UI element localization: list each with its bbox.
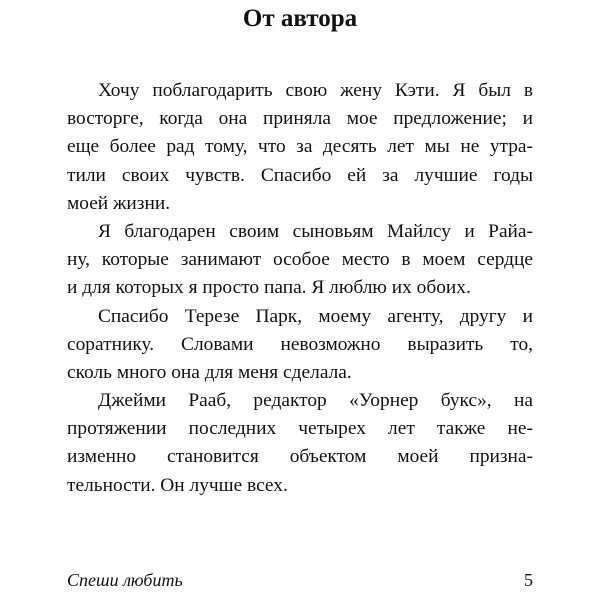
text-line: сколь много она для меня сделала. [67,361,352,383]
paragraph [67,218,533,303]
page-title: От автора [242,5,358,32]
text-line: Спасибо Терезе Парк, моему агенту, другу и [98,305,533,327]
text-line: Джейми Рааб, редактор «Уорнер букс», на [98,390,533,412]
running-footer-book-title: Спеши любить [67,570,183,590]
text-line: и для которых я просто папа. Я люблю их обоих. [67,277,471,299]
paragraph [67,387,533,500]
text-line: еще более рад тому, что за десять лет мы не утра- [67,136,533,158]
text-line: изменно становится объектом моей призна- [67,446,533,468]
text-line: ну, которые занимают особое место в моем сердце [67,249,533,271]
page-footer [67,568,533,592]
paragraph [67,303,533,388]
text-line: моей жизни. [67,192,171,214]
text-line: протяжении последних четырех лет также не- [67,418,533,440]
text-line: восторге, когда она приняла мое предложение; и [67,108,533,130]
text-line: Хочу поблагодарить свою жену Кэти. Я был в [98,80,533,101]
page-number: 5 [524,570,533,590]
paragraph [67,77,533,218]
body-text [67,77,533,500]
text-line: соратнику. Словами невозможно выразить то, [67,333,533,355]
text-line: тельности. Он лучше всех. [67,474,288,496]
text-line: тили своих чувств. Спасибо ей за лучшие годы [67,164,533,186]
text-line: Я благодарен своим сыновьям Майлсу и Райа- [98,220,533,242]
